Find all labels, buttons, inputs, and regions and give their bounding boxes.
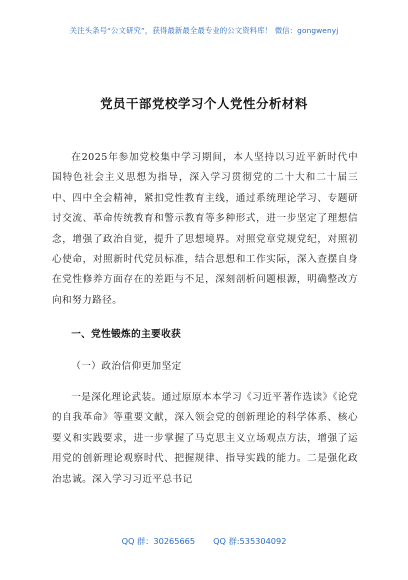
section-heading: 一、党性锻炼的主要收获: [71, 329, 182, 341]
document-title: 党员干部党校学习个人党性分析材料: [100, 96, 308, 111]
document-body: [52, 148, 358, 490]
footer-qq-group-2: QQ 群:535304092: [213, 536, 287, 546]
subsection-heading: （一）政治信仰更加坚定: [71, 360, 182, 372]
footer-contact: [0, 536, 408, 547]
subsection-paragraph: 一是深化理论武装。通过原原本本学习《习近平著作选读》《论党的自我革命》等重要文献，深入领会党的创新理论的科学体系、核心要义和实践要求，进一步掌握了马克思主义立场观点方法，增强了运用党的创新理论观察时代、把握规律、指导实践的能力。二是强化政治忠诚。深入学习习近平总书记: [52, 392, 358, 485]
footer-qq-group-1: QQ 群：30265665: [121, 536, 196, 546]
intro-paragraph: 在2025年参加党校集中学习期间，本人坚持以习近平新时代中国特色社会主义思想为指导，深入学习贯彻党的二十大和二十届三中、四中全会精神，紧扣党性教育主线，通过系统理论学习、专题研讨交流、革命传统教育和警示教育等多种形式，进一步坚定了理想信念，增强了政治自觉，提升了思想境界。对照党章党规党纪，对照初心使命，对照新时代党员标准，结合思想和工作实际，深入查摆自身在党性修养方面存在的差距与不足，深刻剖析问题根源，明确整改方向和努力路径。: [52, 152, 358, 306]
header-promo-banner: 关注头条号“公文研究”，获得最新最全最专业的公文资料库！ 微信：gongwenyj: [69, 26, 339, 35]
